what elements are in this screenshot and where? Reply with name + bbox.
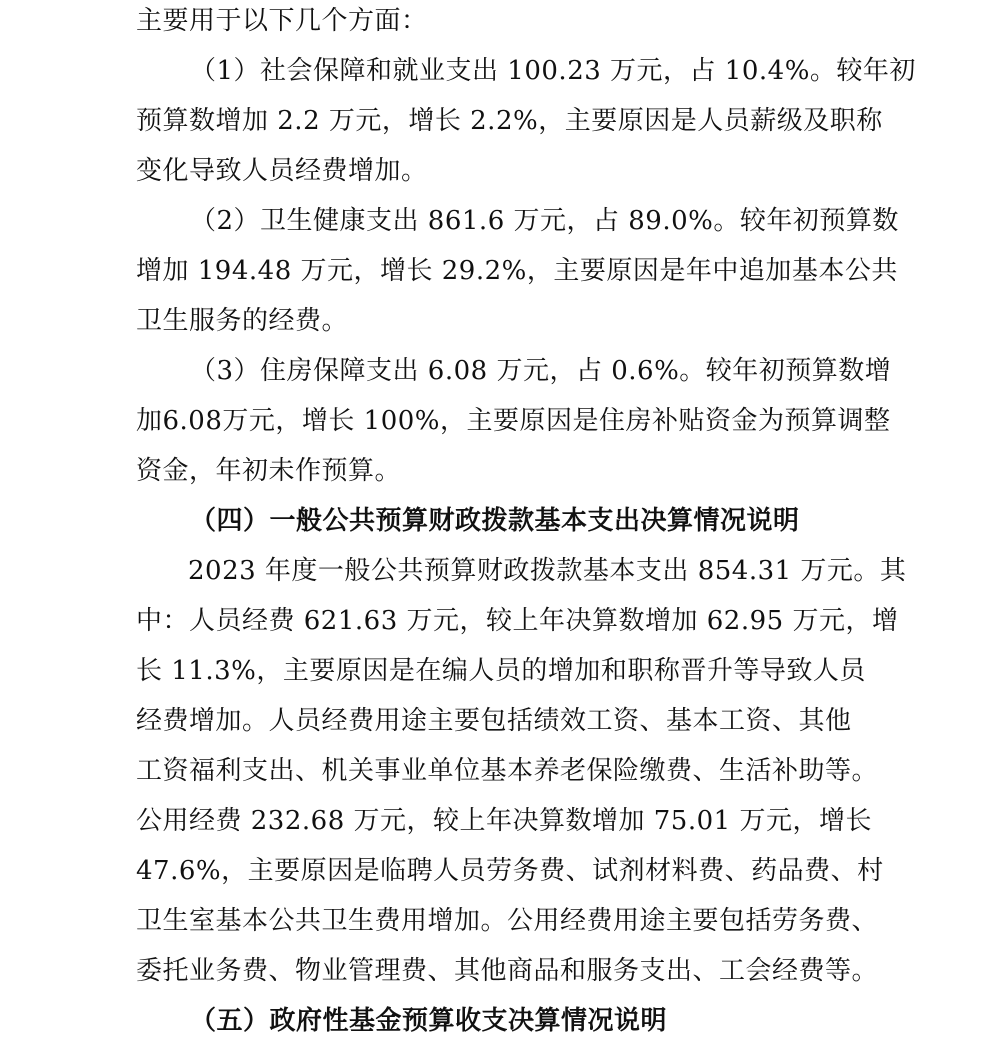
- section-4-paragraph-line-9: 委托业务费、物业管理费、其他商品和服务支出、工会经费等。: [136, 956, 879, 986]
- item-3-line-2: 加6.08万元，增长 100%，主要原因是住房补贴资金为预算调整: [136, 406, 891, 436]
- section-4-paragraph-line-6: 公用经费 232.68 万元，较上年决算数增加 75.01 万元，增长: [136, 806, 872, 836]
- item-2-line-3: 卫生服务的经费。: [136, 306, 349, 336]
- section-5-heading: （五）政府性基金预算收支决算情况说明: [190, 1006, 668, 1036]
- paragraph-intro-line: 主要用于以下几个方面：: [136, 6, 428, 36]
- section-4-paragraph-line-5: 工资福利支出、机关事业单位基本养老保险缴费、生活补助等。: [136, 756, 879, 786]
- section-4-paragraph-line-7: 47.6%，主要原因是临聘人员劳务费、试剂材料费、药品费、村: [136, 856, 884, 886]
- item-2-line-2: 增加 194.48 万元，增长 29.2%，主要原因是年中追加基本公共: [136, 256, 898, 286]
- item-1-line-3: 变化导致人员经费增加。: [136, 156, 428, 186]
- section-4-paragraph-line-3: 长 11.3%，主要原因是在编人员的增加和职称晋升等导致人员: [136, 656, 866, 686]
- item-2-line-1: （2）卫生健康支出 861.6 万元，占 89.0%。较年初预算数: [190, 206, 899, 236]
- section-4-paragraph-line-1: 2023 年度一般公共预算财政拨款基本支出 854.31 万元。其: [188, 556, 907, 586]
- item-3-line-1: （3）住房保障支出 6.08 万元，占 0.6%。较年初预算数增: [190, 356, 892, 386]
- section-4-paragraph-line-2: 中：人员经费 621.63 万元，较上年决算数增加 62.95 万元，增: [136, 606, 899, 636]
- section-4-heading: （四）一般公共预算财政拨款基本支出决算情况说明: [190, 506, 800, 536]
- item-3-line-3: 资金，年初未作预算。: [136, 456, 402, 486]
- section-4-paragraph-line-4: 经费增加。人员经费用途主要包括绩效工资、基本工资、其他: [136, 706, 852, 736]
- item-1-line-1: （1）社会保障和就业支出 100.23 万元，占 10.4%。较年初: [190, 56, 916, 86]
- section-4-paragraph-line-8: 卫生室基本公共卫生费用增加。公用经费用途主要包括劳务费、: [136, 906, 879, 936]
- item-1-line-2: 预算数增加 2.2 万元，增长 2.2%，主要原因是人员薪级及职称: [136, 106, 883, 136]
